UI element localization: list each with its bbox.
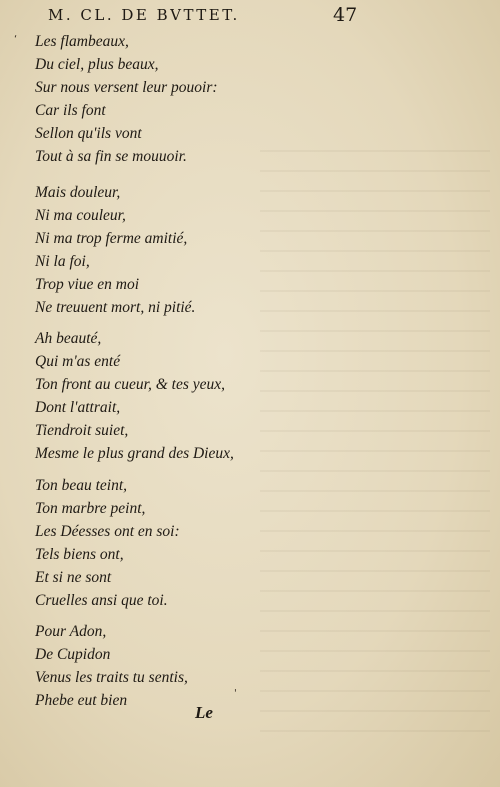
verse-line: Et si ne sont	[35, 569, 112, 586]
verse-line: Mesme le plus grand des Dieux,	[35, 445, 234, 462]
verse-line: Cruelles ansi que toi.	[35, 592, 168, 609]
verse-line: Ah beauté,	[35, 330, 102, 347]
verse-line: Ni ma couleur,	[35, 207, 126, 224]
stanza-4	[35, 474, 180, 612]
verse-line: Venus les traits tu sentis,	[35, 669, 188, 686]
verse-line: Tout à sa fin se mouuoir.	[35, 148, 187, 165]
verse-line: Phebe eut bien	[35, 692, 128, 709]
verse-line: Tiendroit suiet,	[35, 422, 129, 439]
verse-line: Sellon qu'ils vont	[35, 125, 142, 142]
running-header: M. CL. DE BVTTET.	[48, 6, 240, 24]
verse-line: Ni ma trop ferme amitié,	[35, 230, 188, 247]
verse-line: Sur nous versent leur pouoir:	[35, 79, 218, 96]
verse-line: Dont l'attrait,	[35, 399, 121, 416]
stray-mark: '	[234, 688, 237, 699]
verse-line: Car ils font	[35, 102, 106, 119]
verse-line: Trop viue en moi	[35, 276, 140, 293]
verse-line: Du ciel, plus beaux,	[35, 56, 159, 73]
verse-line: Les Déesses ont en soi:	[35, 523, 180, 540]
verse-line: Qui m'as enté	[35, 353, 121, 370]
verse-line: Ton marbre peint,	[35, 500, 146, 517]
verse-line: Mais douleur,	[35, 184, 121, 201]
verse-line: Ne treuuent mort, ni pitié.	[35, 299, 196, 316]
verse-line: Pour Adon,	[35, 623, 107, 640]
stanza-3	[35, 327, 234, 465]
verse-line: Ni la foi,	[35, 253, 90, 270]
verse-line: Les flambeaux,	[35, 33, 129, 50]
verse-line: Ton beau teint,	[35, 477, 128, 494]
page-number: 47	[333, 4, 358, 26]
stanza-5	[35, 620, 188, 712]
stanza-1	[35, 30, 218, 168]
stanza-2	[35, 181, 195, 319]
verse-line: Tels biens ont,	[35, 546, 124, 563]
ink-show-through	[260, 150, 490, 750]
margin-mark: ‘	[14, 34, 18, 45]
verse-line: Ton front au cueur, & tes yeux,	[35, 376, 226, 393]
catchword: Le	[195, 703, 213, 722]
verse-line: De Cupidon	[35, 646, 111, 663]
